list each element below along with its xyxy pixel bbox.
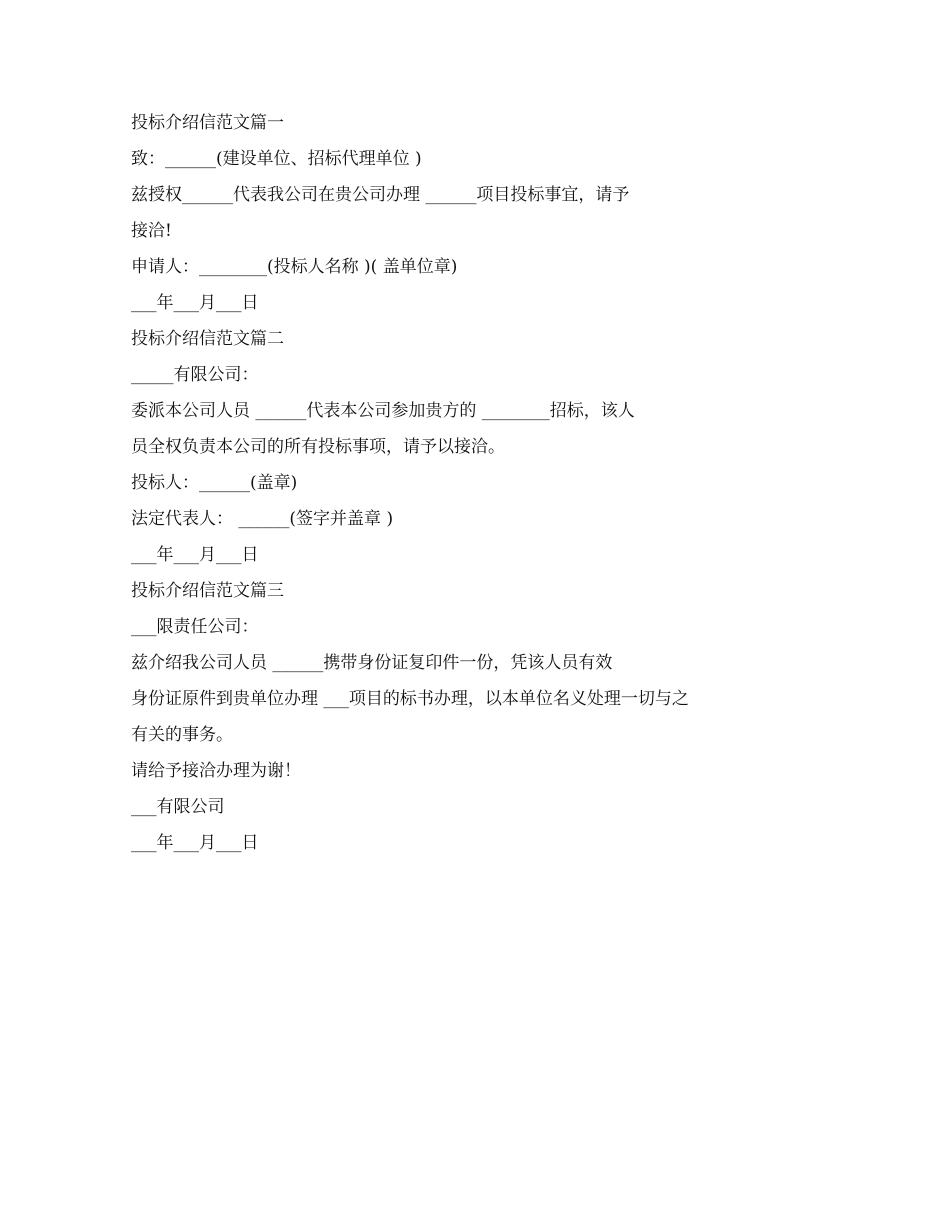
delegation-text: 委派本公司人员 ______代表本公司参加贵方的 ________招标，该人 <box>131 401 635 421</box>
introduction-text: 兹介绍我公司人员 ______携带身份证复印件一份，凭该人员有效 <box>131 653 613 673</box>
date-line: ___年___月___日 <box>131 545 259 565</box>
section-title-2: 投标介绍信范文篇二 <box>131 329 284 349</box>
section-title-3: 投标介绍信范文篇三 <box>131 581 284 601</box>
document-body <box>131 105 811 861</box>
addressee-line: 致：______(建设单位、招标代理单位 ) <box>131 149 422 169</box>
introduction-text-end: 有关的事务。 <box>131 725 233 745</box>
date-line: ___年___月___日 <box>131 833 259 853</box>
date-line: ___年___月___日 <box>131 293 259 313</box>
signature-company: ___有限公司 <box>131 797 225 817</box>
introduction-text-cont: 身份证原件到贵单位办理 ___项目的标书办理，以本单位名义处理一切与之 <box>131 689 689 709</box>
legal-rep-line: 法定代表人： ______(签字并盖章 ) <box>131 509 394 529</box>
delegation-text-cont: 员全权负责本公司的所有投标事项，请予以接洽。 <box>131 437 505 457</box>
authorization-text-cont: 接洽! <box>131 221 172 241</box>
section-title-1: 投标介绍信范文篇一 <box>131 113 284 133</box>
authorization-text: 兹授权______代表我公司在贵公司办理 ______项目投标事宜，请予 <box>131 185 630 205</box>
applicant-line: 申请人：________(投标人名称 )( 盖单位章) <box>131 257 458 277</box>
closing-request: 请给予接洽办理为谢！ <box>131 761 301 781</box>
bidder-line: 投标人：______(盖章) <box>131 473 298 493</box>
addressee-line: _____有限公司： <box>131 365 259 385</box>
addressee-line: ___限责任公司： <box>131 617 259 637</box>
